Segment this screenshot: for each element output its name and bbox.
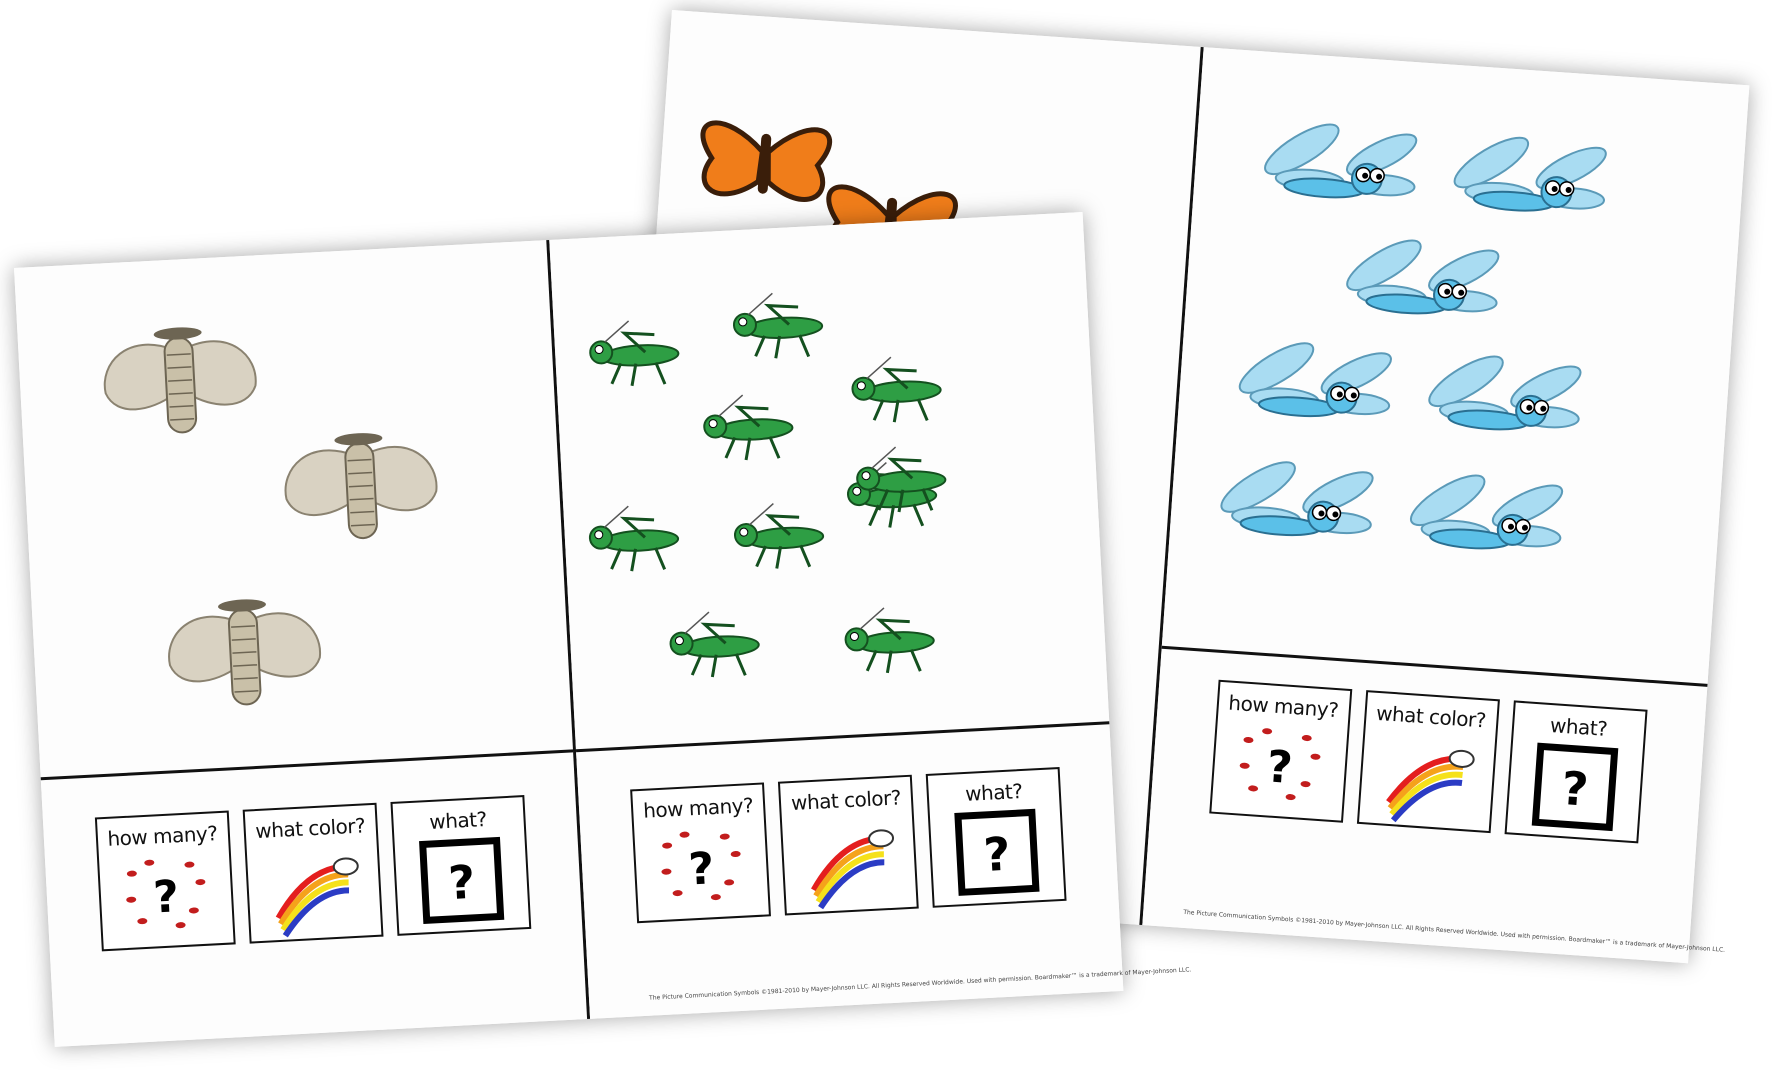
what-color-card [778,775,919,916]
how-many-label: how many? [642,793,754,823]
what-card [390,795,531,936]
how-many-label: how many? [1227,690,1340,723]
prompt-row [576,731,1120,959]
prompt-row [41,759,584,987]
worksheet-front [14,212,1192,1047]
what-color-label: what color? [254,813,366,844]
credit-text: The Picture Communication Symbols ©1981-2010 by Mayer-Johnson LLC. All Rights Reserved Worldwide. Used with permission. Boardmaker™ is a trademark of Mayer-Johnson LLC. [648,966,1192,1002]
what-card [926,767,1067,908]
what-color-card [1356,690,1499,833]
prompt-row [1149,658,1707,866]
grasshopper-icon [733,501,824,571]
rainbow-icon [802,816,896,901]
dragonfly-icon [1338,227,1505,320]
rainbow-icon [1379,731,1474,817]
moth-icon [283,429,439,542]
dragonfly-icon [1446,124,1613,217]
what-color-label: what color? [790,785,902,816]
credit-text: The Picture Communication Symbols ©1981-2010 by Mayer-Johnson LLC. All Rights Reserved Worldwide. Used with permission. Boardmaker™ is a trademark of Mayer-Johnson LLC. [1183,908,1726,954]
how-many-card [1209,680,1352,823]
butterfly-icon [699,122,831,201]
dots-question-icon [654,824,748,909]
how-many-card [630,782,771,923]
dots-question-icon [118,852,212,937]
svg-text:?: ? [982,826,1012,883]
what-color-card [242,803,383,944]
grasshopper-icon [588,504,679,574]
what-label: what? [428,807,488,835]
dragonfly-icon [1213,449,1380,542]
what-color-label: what color? [1375,700,1487,733]
moth-icon [166,596,322,709]
how-many-card [94,811,235,952]
grasshopper-group [549,212,1109,749]
question-box-icon [1527,742,1623,832]
grasshopper-icon [669,610,760,680]
grasshopper-icon [844,605,935,675]
svg-text:?: ? [151,871,180,924]
question-box-icon [950,808,1044,897]
moth-icon [102,324,258,437]
what-label: what? [1549,713,1609,741]
card-moths [14,240,587,1047]
grasshopper-icon [732,291,823,361]
grasshopper-icon [589,318,680,388]
grasshopper-icon [703,393,794,463]
svg-text:?: ? [1264,741,1294,795]
card-grasshoppers [549,212,1192,1019]
dragonfly-icon [1256,111,1423,204]
svg-text:?: ? [687,843,716,896]
dragonfly-icon [1420,343,1587,436]
dragonfly-icon [1402,462,1569,555]
dragonfly-group [1162,47,1750,684]
moth-group [14,240,573,777]
svg-text:?: ? [1559,760,1590,817]
dragonfly-icon [1231,330,1398,423]
how-many-label: how many? [106,821,218,851]
card-dragonflies [1142,47,1749,963]
question-box-icon [414,836,508,925]
rainbow-icon [266,844,360,929]
what-card [1504,700,1647,843]
svg-text:?: ? [446,854,477,911]
dots-question-icon [1232,721,1327,807]
grasshopper-icon [851,355,942,425]
what-label: what? [964,778,1024,806]
